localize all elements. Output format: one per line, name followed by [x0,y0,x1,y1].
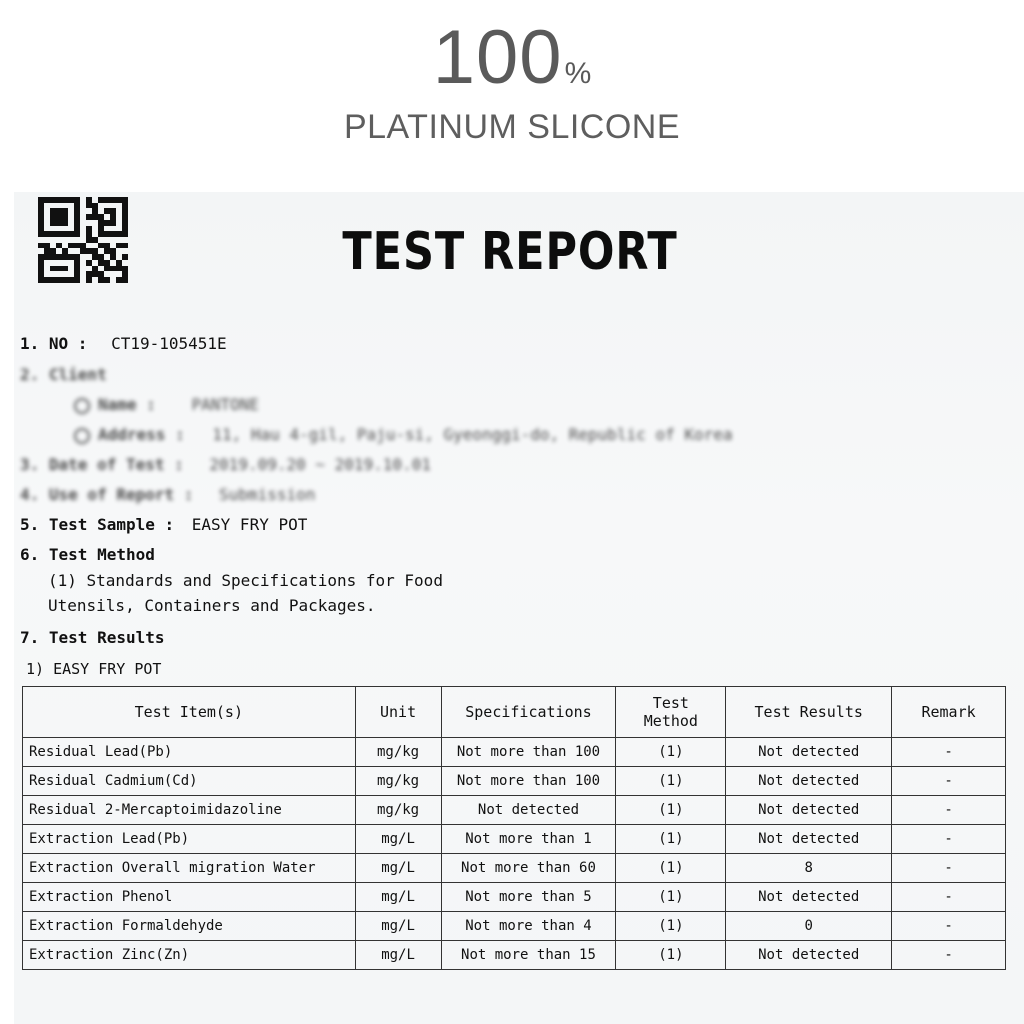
client-label: 2. Client [20,365,107,384]
cell-test-method: (1) [616,825,726,854]
table-row [23,912,1006,941]
test-date-value: 2019.09.20 ~ 2019.10.01 [209,455,431,474]
test-date-label: 3. Date of Test : [20,455,184,474]
cell-test-method: (1) [616,738,726,767]
test-date-line [20,455,431,474]
table-row [23,767,1006,796]
cell-test-item: Extraction Zinc(Zn) [23,941,356,970]
cell-unit: mg/L [355,912,441,941]
cell-test-method: (1) [616,767,726,796]
table-row [23,796,1006,825]
cell-test-item: Residual Cadmium(Cd) [23,767,356,796]
cell-test-item: Extraction Phenol [23,883,356,912]
cell-unit: mg/L [355,854,441,883]
cell-unit: mg/L [355,883,441,912]
cell-test-method: (1) [616,796,726,825]
test-results-table [22,686,1006,970]
client-name-value: PANTONE [191,395,259,414]
test-method-label: 6. Test Method [20,545,155,564]
table-row [23,738,1006,767]
cell-test-result: 8 [726,854,892,883]
cell-test-result: Not detected [726,825,892,854]
cell-specification: Not more than 60 [441,854,616,883]
client-name-line [74,395,259,414]
cell-unit: mg/kg [355,738,441,767]
qr-code-icon [38,197,128,283]
cell-specification: Not more than 15 [441,941,616,970]
client-address-label: Address : [98,425,185,444]
cell-remark: - [892,738,1006,767]
cell-remark: - [892,883,1006,912]
header-test-method: Test Method [616,687,726,738]
cell-specification: Not more than 1 [441,825,616,854]
cell-remark: - [892,912,1006,941]
report-use-value: Submission [219,485,316,504]
cell-test-result: Not detected [726,883,892,912]
test-sample-line [20,515,307,534]
report-number-line [20,334,227,353]
client-address-value: 11, Hau 4-gil, Paju-si, Gyeonggi-do, Republic of Korea [212,425,733,444]
cell-test-result: Not detected [726,767,892,796]
cell-test-result: Not detected [726,941,892,970]
table-row [23,825,1006,854]
cell-remark: - [892,854,1006,883]
cell-specification: Not more than 5 [441,883,616,912]
cell-specification: Not more than 100 [441,738,616,767]
cell-remark: - [892,825,1006,854]
percent-symbol: % [564,57,592,90]
report-use-line [20,485,315,504]
cell-test-method: (1) [616,854,726,883]
product-banner [0,0,1024,190]
test-results-subheading: 1) EASY FRY POT [26,660,162,678]
cell-specification: Not more than 100 [441,767,616,796]
header-remark: Remark [892,687,1006,738]
cell-test-item: Residual Lead(Pb) [23,738,356,767]
report-number-label: 1. NO : [20,334,88,353]
cell-test-item: Extraction Lead(Pb) [23,825,356,854]
cell-remark: - [892,796,1006,825]
cell-unit: mg/kg [355,767,441,796]
cell-test-result: Not detected [726,738,892,767]
header-test-results: Test Results [726,687,892,738]
cell-specification: Not detected [441,796,616,825]
percent-number: 100 [432,15,563,100]
cell-test-item: Residual 2-Mercaptoimidazoline [23,796,356,825]
table-row [23,941,1006,970]
cell-unit: mg/L [355,941,441,970]
table-row [23,883,1006,912]
header-test-items: Test Item(s) [23,687,356,738]
header-specifications: Specifications [441,687,616,738]
cell-test-item: Extraction Formaldehyde [23,912,356,941]
material-subtitle: PLATINUM SLICONE [343,108,681,146]
report-number-value: CT19-105451E [111,334,227,353]
test-results-label: 7. Test Results [20,628,165,647]
cell-test-method: (1) [616,883,726,912]
test-sample-label: 5. Test Sample : [20,515,175,534]
cell-remark: - [892,767,1006,796]
bullet-circle-icon [74,398,90,414]
cell-specification: Not more than 4 [441,912,616,941]
cell-remark: - [892,941,1006,970]
table-header-row [23,687,1006,738]
cell-test-result: 0 [726,912,892,941]
cell-test-item: Extraction Overall migration Water [23,854,356,883]
test-sample-value: EASY FRY POT [191,515,308,534]
cell-test-result: Not detected [726,796,892,825]
table-row [23,854,1006,883]
percent-heading [0,14,1024,101]
cell-unit: mg/kg [355,796,441,825]
cell-test-method: (1) [616,912,726,941]
header-unit: Unit [355,687,441,738]
table-body [23,738,1006,970]
test-method-line-1: (1) Standards and Specifications for Food [48,571,443,590]
cell-test-method: (1) [616,941,726,970]
report-title: TEST REPORT [342,222,678,282]
cell-unit: mg/L [355,825,441,854]
client-address-line [74,425,733,444]
client-name-label: Name : [98,395,156,414]
bullet-circle-icon [74,428,90,444]
test-method-line-2: Utensils, Containers and Packages. [48,596,376,615]
report-use-label: 4. Use of Report : [20,485,194,504]
